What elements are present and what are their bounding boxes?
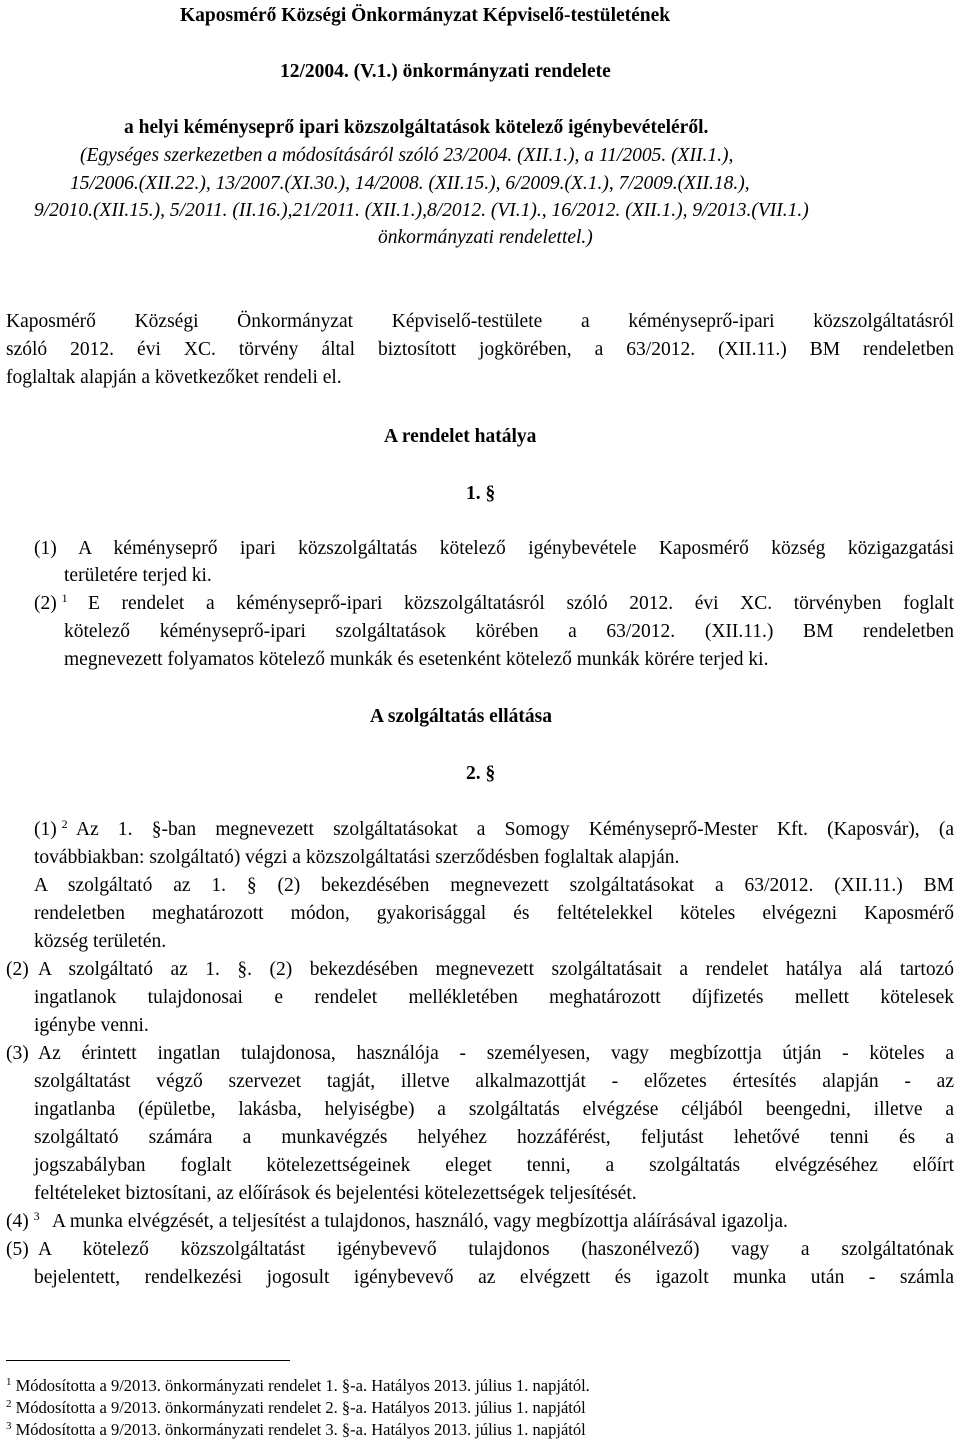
section-2-p1-line-1: Az 1. §-ban megnevezett szolgáltatásokat a Somogy Kéményseprő-Mester Kft. (Kaposvár), (a — [76, 819, 954, 840]
section-1-number: 1. § — [466, 483, 496, 504]
section-1-heading: A rendelet hatálya — [384, 426, 537, 447]
section-1-p1-line-2: területére terjed ki. — [64, 565, 212, 586]
section-2-p2-line-3: igénybe venni. — [34, 1015, 149, 1036]
footnote-mark: 3 — [6, 1420, 12, 1432]
preamble-line-2: szóló 2012. évi XC. törvény által biztosított jogkörében, a 63/2012. (XII.11.) BM rendeletben — [6, 339, 954, 360]
section-2-p4-prefix — [6, 1210, 40, 1234]
section-2-p3-line-1: Az érintett ingatlan tulajdonosa, használója - személyesen, vagy megbízottja útján - köteles a — [38, 1043, 954, 1064]
section-1-p2-prefix — [34, 592, 68, 616]
section-2-p1-line-2: továbbiakban: szolgáltató) végzi a közszolgáltatási szerződésben foglaltak alapján. — [34, 847, 680, 868]
consolidation-line-3: 9/2010.(XII.15.), 5/2011. (II.16.),21/2011. (XII.1.),8/2012. (VI.1)., 16/2012. (XII.1.), 9/2013.(VII.1.) — [34, 200, 809, 221]
preamble-line-1: Kaposmérő Községi Önkormányzat Képviselő-testülete a kéményseprő-ipari közszolgáltatásról — [6, 311, 954, 332]
title-line-2: 12/2004. (V.1.) önkormányzati rendelete — [280, 61, 611, 82]
footnote-mark: 1 — [6, 1376, 12, 1388]
footnote-text: Módosította a 9/2013. önkormányzati rendelet 3. §-a. Hatályos 2013. július 1. napjától — [15, 1420, 586, 1439]
consolidation-line-2: 15/2006.(XII.22.), 13/2007.(XI.30.), 14/2008. (XII.15.), 6/2009.(X.1.), 7/2009.(XII.18.), — [70, 173, 750, 194]
section-1-p2-line-1: E rendelet a kéményseprő-ipari közszolgáltatásról szóló 2012. évi XC. törvényben foglalt — [88, 593, 954, 614]
section-1-p1-line-1: (1) A kéményseprő ipari közszolgáltatás kötelező igénybevétele Kaposmérő község közigazgatási — [34, 538, 954, 559]
section-1-p2-line-2: kötelező kéményseprő-ipari szolgáltatások körében a 63/2012. (XII.11.) BM rendeletben — [64, 621, 954, 642]
title-line-3: a helyi kéményseprő ipari közszolgáltatások kötelező igénybevételéről. — [124, 117, 709, 138]
paragraph-number: (2) — [34, 593, 57, 614]
section-2-p3-prefix: (3) — [6, 1043, 29, 1064]
section-2-p5-line-2: bejelentett, rendelkezési jogosult igénybevevő az elvégzett és igazolt munka után - számla — [34, 1267, 954, 1288]
section-2-p2-line-1: A szolgáltató az 1. §. (2) bekezdésében megnevezett szolgáltatásait a rendelet hatálya alá tartozó — [38, 959, 954, 980]
section-1-p2-line-3: megnevezett folyamatos kötelező munkák és esetenként kötelező munkák körére terjed ki. — [64, 649, 769, 670]
consolidation-line-1: (Egységes szerkezetben a módosításáról szóló 23/2004. (XII.1.), a 11/2005. (XII.1.), — [80, 145, 734, 166]
section-2-p3-line-4: szolgáltató számára a munkavégzés helyéhez hozzáférést, feljutást lehetővé tenni és a — [34, 1127, 954, 1148]
section-2-p1-line-4: rendeletben meghatározott módon, gyakorisággal és feltételekkel köteles elvégezni Kaposmérő — [34, 903, 954, 924]
footnote-text: Módosította a 9/2013. önkormányzati rendelet 1. §-a. Hatályos 2013. július 1. napjától. — [15, 1376, 590, 1395]
section-2-p1-prefix — [34, 818, 68, 842]
consolidation-line-4: önkormányzati rendelettel.) — [378, 227, 593, 248]
footnote-2 — [6, 1398, 586, 1418]
footnote-separator — [6, 1360, 290, 1361]
footnote-3 — [6, 1420, 586, 1440]
footnote-1 — [6, 1376, 590, 1396]
preamble-line-3: foglaltak alapján a következőket rendeli el. — [6, 367, 342, 388]
section-2-p1-line-5: község területén. — [34, 931, 167, 952]
footnote-ref-3[interactable]: 3 — [33, 1209, 40, 1223]
paragraph-number: (4) — [6, 1211, 29, 1232]
section-2-p5-prefix: (5) — [6, 1239, 29, 1260]
section-2-p2-prefix: (2) — [6, 959, 29, 980]
section-2-p5-line-1: A kötelező közszolgáltatást igénybevevő tulajdonos (haszonélvező) vagy a szolgáltatónak — [38, 1239, 954, 1260]
footnote-text: Módosította a 9/2013. önkormányzati rendelet 2. §-a. Hatályos 2013. július 1. napjától — [15, 1398, 586, 1417]
section-2-p2-line-2: ingatlanok tulajdonosai e rendelet mellékletében meghatározott díjfizetés mellett kötelesek — [34, 987, 954, 1008]
paragraph-number: (1) — [34, 819, 57, 840]
footnote-mark: 2 — [6, 1398, 12, 1410]
section-2-p3-line-5: jogszabályban foglalt kötelezettségeinek eleget tenni, a szolgáltatás elvégzéséhez előírt — [34, 1155, 954, 1176]
section-2-p3-line-2: szolgáltatást végző szervezet tagját, illetve alkalmazottját - előzetes értesítés alapján - az — [34, 1071, 954, 1092]
section-2-p3-line-3: ingatlanba (épületbe, lakásba, helyiségbe) a szolgáltatás elvégzése céljából beengedni, illetve a — [34, 1099, 954, 1120]
title-line-1: Kaposmérő Községi Önkormányzat Képviselő-testületének — [180, 5, 671, 26]
footnote-ref-1[interactable]: 1 — [61, 591, 68, 605]
footnote-ref-2[interactable]: 2 — [61, 817, 68, 831]
section-2-p1-line-3: A szolgáltató az 1. § (2) bekezdésében megnevezett szolgáltatásokat a 63/2012. (XII.11.) BM — [34, 875, 954, 896]
section-2-heading: A szolgáltatás ellátása — [370, 706, 552, 727]
section-2-p3-line-6: feltételeket biztosítani, az előírások és bejelentési kötelezettségek teljesítését. — [34, 1183, 637, 1204]
section-2-p4-text: A munka elvégzését, a teljesítést a tulajdonos, használó, vagy megbízottja aláírásával igazolja. — [52, 1211, 788, 1232]
section-2-number: 2. § — [466, 763, 496, 784]
